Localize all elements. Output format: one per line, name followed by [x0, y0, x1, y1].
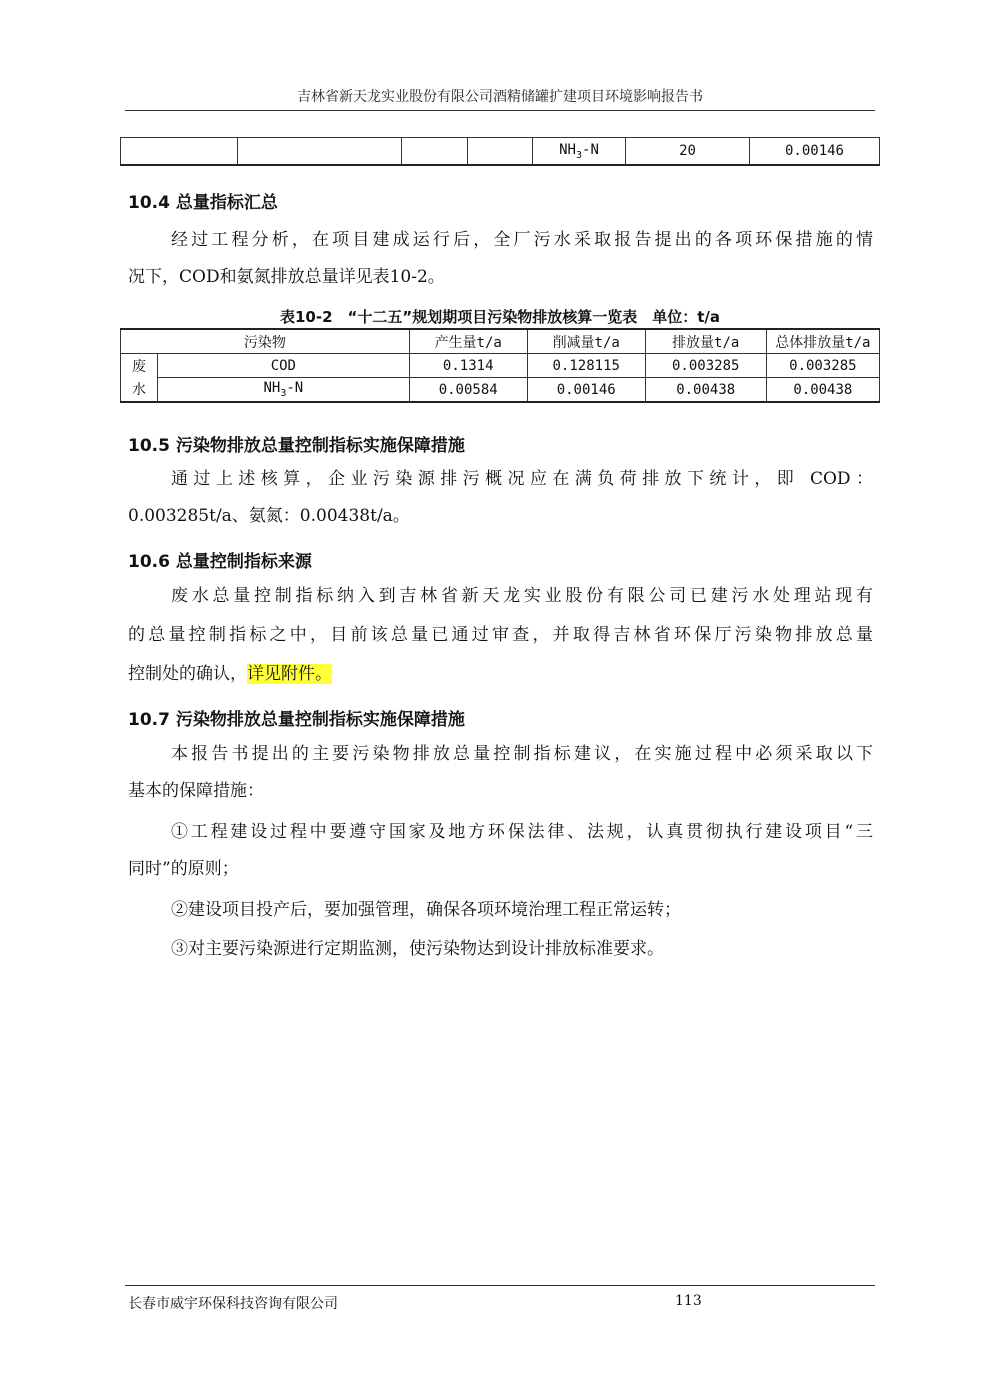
row-reduced: 0.128115 — [527, 354, 645, 378]
list-item: ①工程建设过程中要遵守国家及地方环保法律、法规，认真贯彻执行建设项目“三 — [171, 822, 873, 842]
page-number: 113 — [675, 1293, 702, 1309]
header-total: 总体排放量t/a — [766, 329, 879, 354]
table-cell-empty — [468, 138, 533, 166]
paragraph-line: 的总量控制指标之中，目前该总量已通过审查，并取得吉林省环保厅污染物排放总量 — [128, 625, 873, 645]
table-cell-empty — [402, 138, 468, 166]
paragraph-line — [128, 656, 873, 693]
footer-divider — [125, 1285, 875, 1286]
category-cell: 水 — [121, 378, 158, 403]
header-produced: 产生量t/a — [409, 329, 527, 354]
section-heading-10-7: 10.7 污染物排放总量控制指标实施保障措施 — [128, 710, 465, 730]
emissions-table — [120, 328, 880, 403]
paragraph-text: 控制处的确认， — [128, 664, 247, 684]
table-cell-concentration: 20 — [626, 138, 750, 166]
table-header-row — [121, 329, 880, 354]
page-header-title: 吉林省新天龙实业股份有限公司酒精储罐扩建项目环境影响报告书 — [297, 89, 703, 105]
highlighted-text: 详见附件。 — [247, 664, 332, 684]
row-emitted: 0.003285 — [645, 354, 766, 378]
table-cell-empty — [121, 138, 238, 166]
row-total: 0.00438 — [766, 378, 879, 403]
row-total: 0.003285 — [766, 354, 879, 378]
header-emitted: 排放量t/a — [645, 329, 766, 354]
table-row — [121, 354, 880, 378]
paragraph-line: 本报告书提出的主要污染物排放总量控制指标建议，在实施过程中必须采取以下 — [171, 744, 873, 764]
row-emitted: 0.00438 — [645, 378, 766, 403]
paragraph-line: 况下，COD和氨氮排放总量详见表10-2。 — [128, 267, 445, 287]
row-produced: 0.1314 — [409, 354, 527, 378]
table-row — [121, 138, 880, 166]
continued-table — [120, 137, 880, 166]
section-heading-10-4: 10.4 总量指标汇总 — [128, 193, 278, 213]
table-cell-amount: 0.00146 — [750, 138, 880, 166]
section-heading-10-5: 10.5 污染物排放总量控制指标实施保障措施 — [128, 436, 465, 456]
list-item: ③对主要污染源进行定期监测，使污染物达到设计排放标准要求。 — [171, 939, 664, 959]
category-cell: 废 — [121, 354, 158, 378]
header-divider — [125, 110, 875, 111]
paragraph-line: 废水总量控制指标纳入到吉林省新天龙实业股份有限公司已建污水处理站现有 — [171, 586, 873, 606]
table-cell-pollutant: $NH_3-N$ — [533, 138, 626, 166]
row-pollutant-name: $NH_3-N$ — [158, 378, 410, 403]
paragraph-line: 经过工程分析，在项目建成运行后，全厂污水采取报告提出的各项环保措施的情 — [171, 230, 873, 250]
footer-company: 长春市威宇环保科技咨询有限公司 — [128, 1296, 338, 1312]
table-cell-empty — [238, 138, 402, 166]
section-heading-10-6: 10.6 总量控制指标来源 — [128, 552, 312, 572]
row-produced: 0.00584 — [409, 378, 527, 403]
header-pollutant: 污染物 — [121, 329, 410, 354]
list-item-continuation: 同时”的原则； — [128, 859, 239, 879]
paragraph-line: 基本的保障措施： — [128, 781, 264, 801]
paragraph-line: 0.003285t/a、氨氮：0.00438t/a。 — [128, 506, 410, 526]
list-item: ②建设项目投产后，要加强管理，确保各项环境治理工程正常运转； — [171, 900, 681, 920]
paragraph-line: 通过上述核算，企业污染源排污概况应在满负荷排放下统计，即 COD： — [171, 469, 873, 489]
table-row — [121, 378, 880, 403]
row-pollutant-name: COD — [158, 354, 410, 378]
table-caption: 表10-2 “十二五”规划期项目污染物排放核算一览表 单位：t/a — [279, 308, 721, 326]
row-reduced: 0.00146 — [527, 378, 645, 403]
header-reduced: 削减量t/a — [527, 329, 645, 354]
